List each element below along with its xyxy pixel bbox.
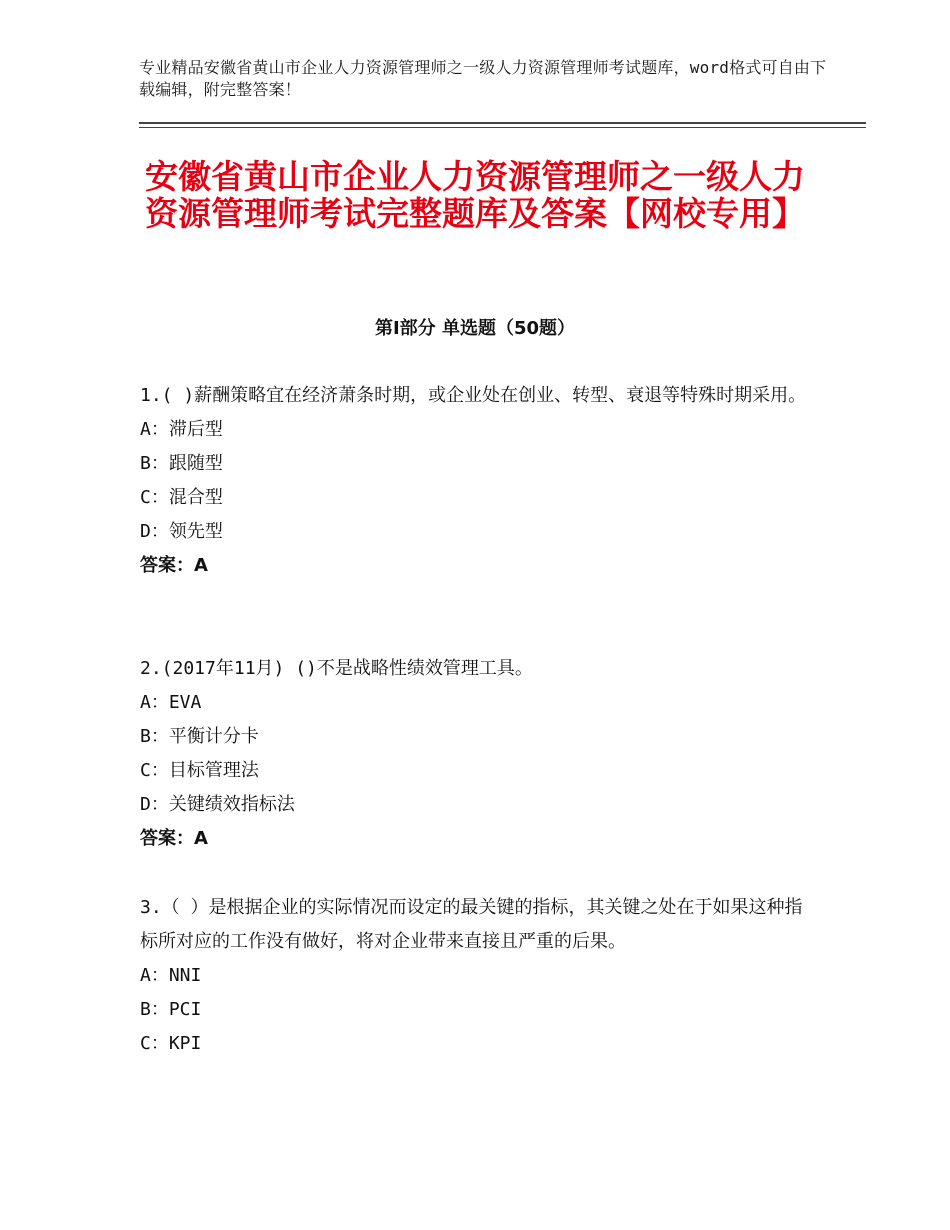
option-a: A：NNI bbox=[140, 965, 202, 986]
option-c: C：混合型 bbox=[140, 487, 223, 508]
option-d: D：领先型 bbox=[140, 521, 223, 542]
option-b: B：PCI bbox=[140, 999, 202, 1020]
option-a: A：滞后型 bbox=[140, 419, 223, 440]
option-b: B：跟随型 bbox=[140, 453, 223, 474]
question-2 bbox=[140, 652, 810, 856]
option-c: C：KPI bbox=[140, 1033, 202, 1054]
question-stem: 2.(2017年11月) ()不是战略性绩效管理工具。 bbox=[140, 658, 533, 679]
question-1 bbox=[140, 379, 810, 583]
question-stem: 1.( )薪酬策略宜在经济萧条时期，或企业处在创业、转型、衰退等特殊时期采用。 bbox=[140, 385, 807, 406]
document-title: 安徽省黄山市企业人力资源管理师之一级人力资源管理师考试完整题库及答案【网校专用】 bbox=[145, 157, 805, 233]
answer: 答案：A bbox=[140, 555, 208, 576]
question-stem: 3.（ ）是根据企业的实际情况而设定的最关键的指标，其关键之处在于如果这种指标所对应的工作没有做好，将对企业带来直接且严重的后果。 bbox=[140, 897, 803, 952]
answer: 答案：A bbox=[140, 828, 208, 849]
option-b: B：平衡计分卡 bbox=[140, 726, 259, 747]
header-note: 专业精品安徽省黄山市企业人力资源管理师之一级人力资源管理师考试题库，word格式可自由下载编辑，附完整答案！ bbox=[139, 58, 827, 99]
question-3 bbox=[140, 891, 810, 1061]
option-c: C：目标管理法 bbox=[140, 760, 259, 781]
section-heading: 第Ⅰ部分 单选题（50题） bbox=[374, 318, 575, 339]
option-d: D：关键绩效指标法 bbox=[140, 794, 295, 815]
header-rule-thin bbox=[139, 127, 866, 128]
header-rule-thick bbox=[139, 122, 866, 124]
option-a: A：EVA bbox=[140, 692, 202, 713]
